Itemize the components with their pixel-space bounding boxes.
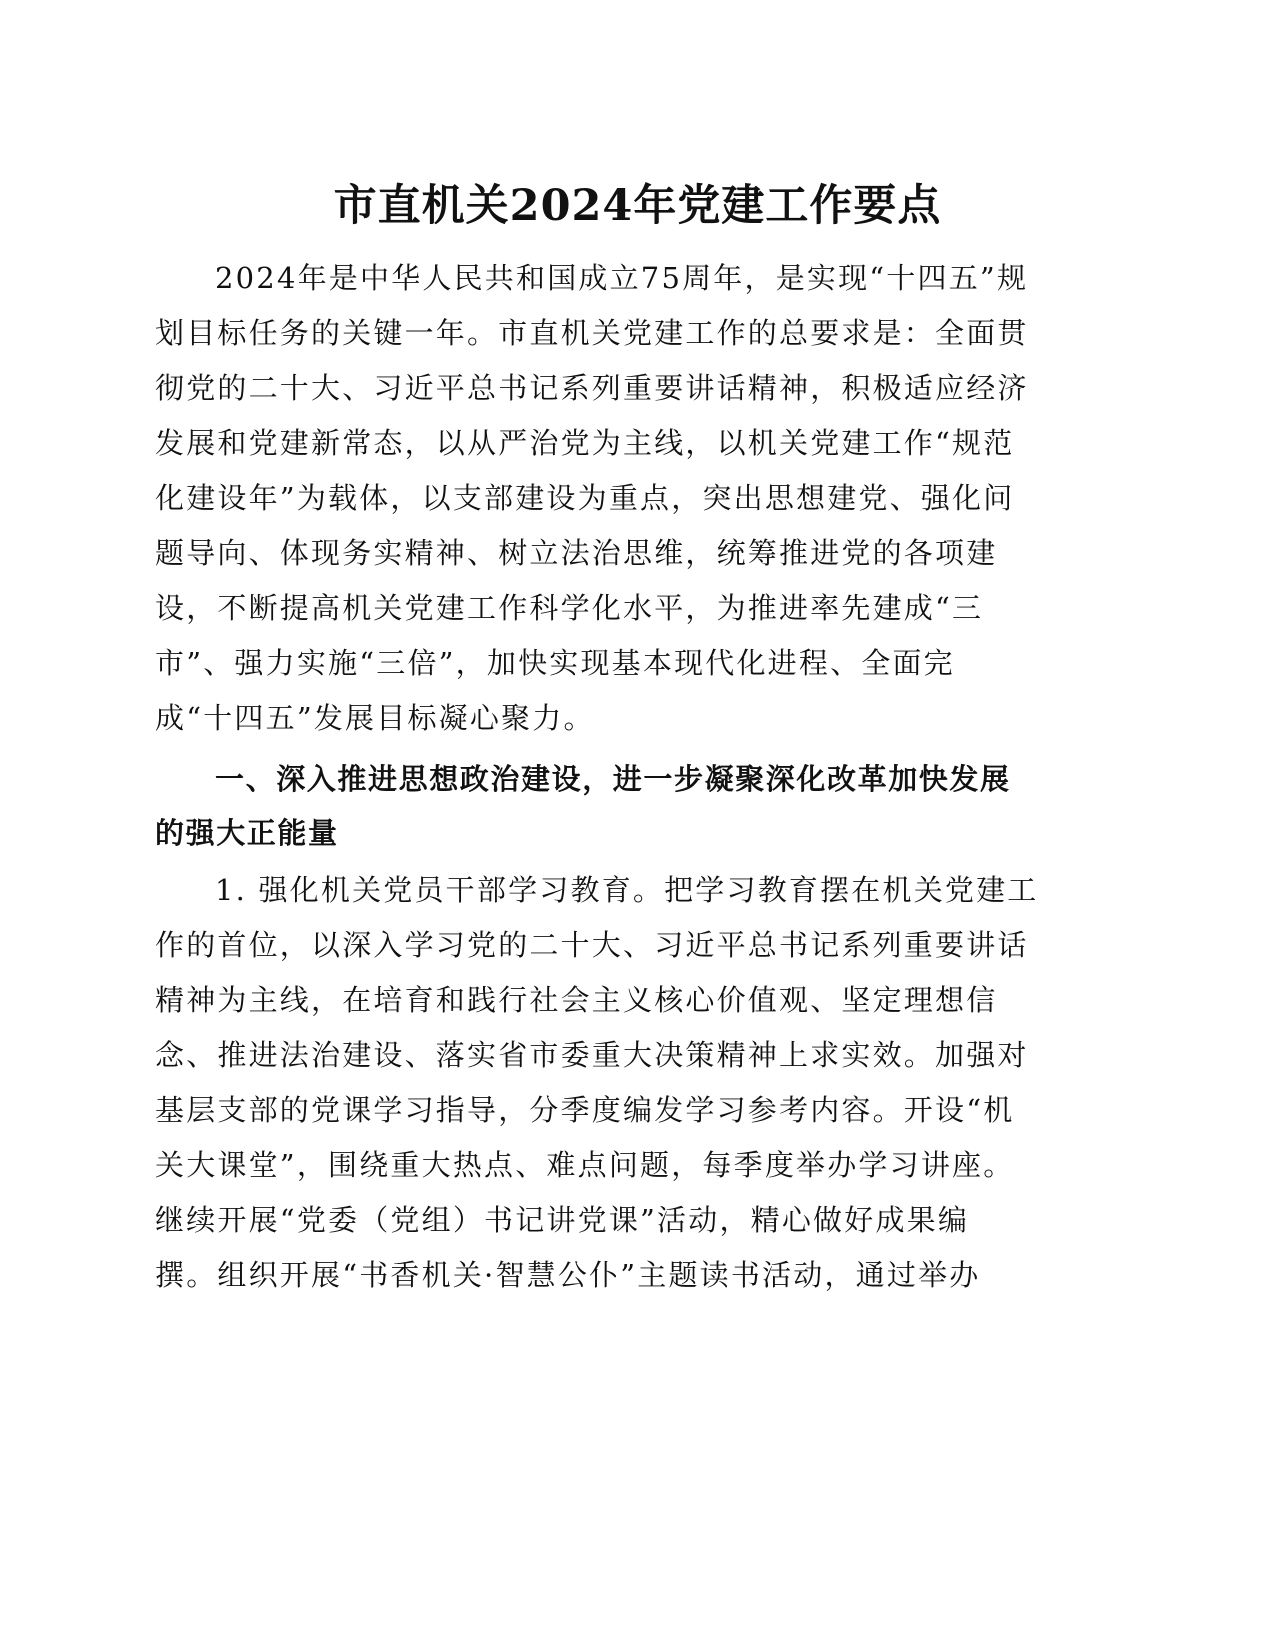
paragraph-line: 2024年是中华人民共和国成立75周年，是实现“十四五”规 <box>215 261 1029 295</box>
paragraph-line: 设，不断提高机关党建工作科学化水平，为推进率先建成“三 <box>155 591 984 625</box>
section-heading-line: 一、深入推进思想政治建设，进一步凝聚深化改革加快发展 <box>215 762 1011 796</box>
paragraph-line: 划目标任务的关键一年。市直机关党建工作的总要求是：全面贯 <box>155 316 1029 350</box>
paragraph-line: 撰。组织开展“书香机关·智慧公仆”主题读书活动，通过举办 <box>155 1258 981 1292</box>
paragraph-line: 作的首位，以深入学习党的二十大、习近平总书记系列重要讲话 <box>155 928 1029 962</box>
paragraph-line: 市”、强力实施“三倍”，加快实现基本现代化进程、全面完 <box>155 646 955 680</box>
paragraph-line: 成“十四五”发展目标凝心聚力。 <box>155 701 595 735</box>
paragraph-line: 1. 强化机关党员干部学习教育。把学习教育摆在机关党建工 <box>215 873 1039 907</box>
paragraph-line: 基层支部的党课学习指导，分季度编发学习参考内容。开设“机 <box>155 1093 1015 1127</box>
paragraph-line: 化建设年”为载体，以支部建设为重点，突出思想建党、强化问 <box>155 481 1015 515</box>
paragraph-line: 关大课堂”，围绕重大热点、难点问题，每季度举办学习讲座。 <box>155 1148 1015 1182</box>
paragraph-line: 念、推进法治建设、落实省市委重大决策精神上求实效。加强对 <box>155 1038 1029 1072</box>
paragraph-line: 继续开展“党委（党组）书记讲党课”活动，精心做好成果编 <box>155 1203 970 1237</box>
paragraph-line: 发展和党建新常态，以从严治党为主线，以机关党建工作“规范 <box>155 426 1015 460</box>
paragraph-line: 精神为主线，在培育和践行社会主义核心价值观、坚定理想信 <box>155 983 998 1017</box>
paragraph-line: 彻党的二十大、习近平总书记系列重要讲话精神，积极适应经济 <box>155 371 1029 405</box>
section-heading-line: 的强大正能量 <box>155 816 339 850</box>
paragraph-line: 题导向、体现务实精神、树立法治思维，统筹推进党的各项建 <box>155 536 998 570</box>
document-title: 市直机关2024年党建工作要点 <box>333 181 942 231</box>
